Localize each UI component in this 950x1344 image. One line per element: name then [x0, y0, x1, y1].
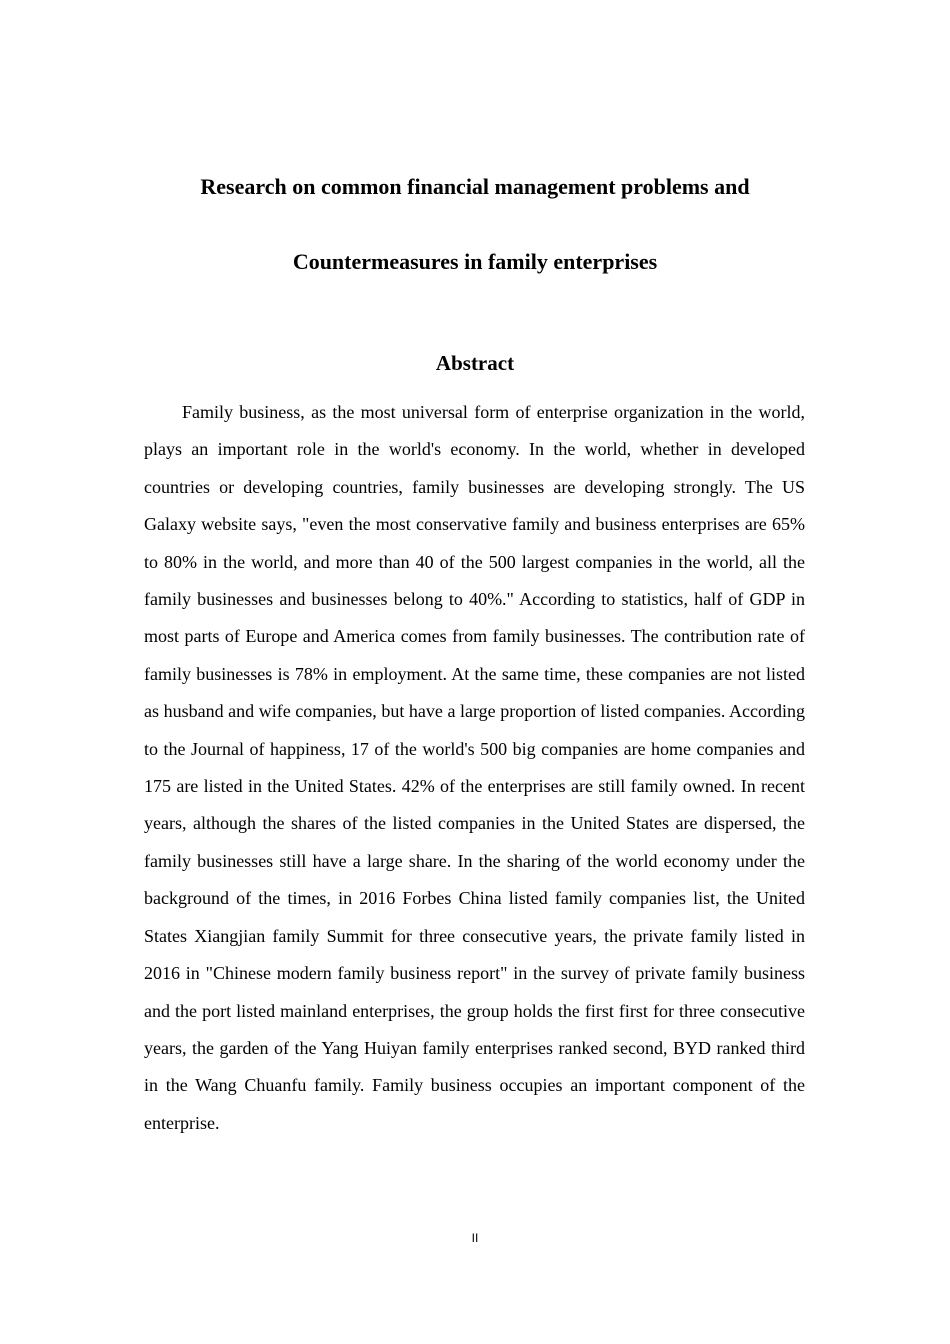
abstract-paragraph: Family business, as the most universal form of enterprise organization in the world, plays an important role in the world's economy. In the world, whether in developed countries or developing countries, family businesses are developing strongly. The US Galaxy website says, "even the most conservative family and business enterprises are 65% to 80% in the world, and more than 40 of the 500 largest companies in the world, all the family businesses and businesses belong to 40%." According to statistics, half of GDP in most parts of Europe and America comes from family businesses. The contribution rate of family businesses is 78% in employment. At the same time, these companies are not listed as husband and wife companies, but have a large proportion of listed companies. According to the Journal of happiness, 17 of the world's 500 big companies are home companies and 175 are listed in the United States. 42% of the enterprises are still family owned. In recent years, although the shares of the listed companies in the United States are dispersed, the family businesses still have a large share. In the sharing of the world economy under the background of the times, in 2016 Forbes China listed family companies list, the United States Xiangjian family Summit for three consecutive years, the private family listed in 2016 in "Chinese modern family business report" in the survey of private family business and the port listed mainland enterprises, the group holds the first first for three consecutive years, the garden of the Yang Huiyan family enterprises ranked second, BYD ranked third in the Wang Chuanfu family. Family business occupies an important component of the enterprise.: [144, 402, 805, 1133]
document-title-line-2: Countermeasures in family enterprises: [292, 249, 658, 274]
document-title-line-1: Research on common financial management problems and: [200, 174, 750, 199]
abstract-heading: Abstract: [435, 351, 515, 375]
page-number: II: [471, 1231, 479, 1245]
